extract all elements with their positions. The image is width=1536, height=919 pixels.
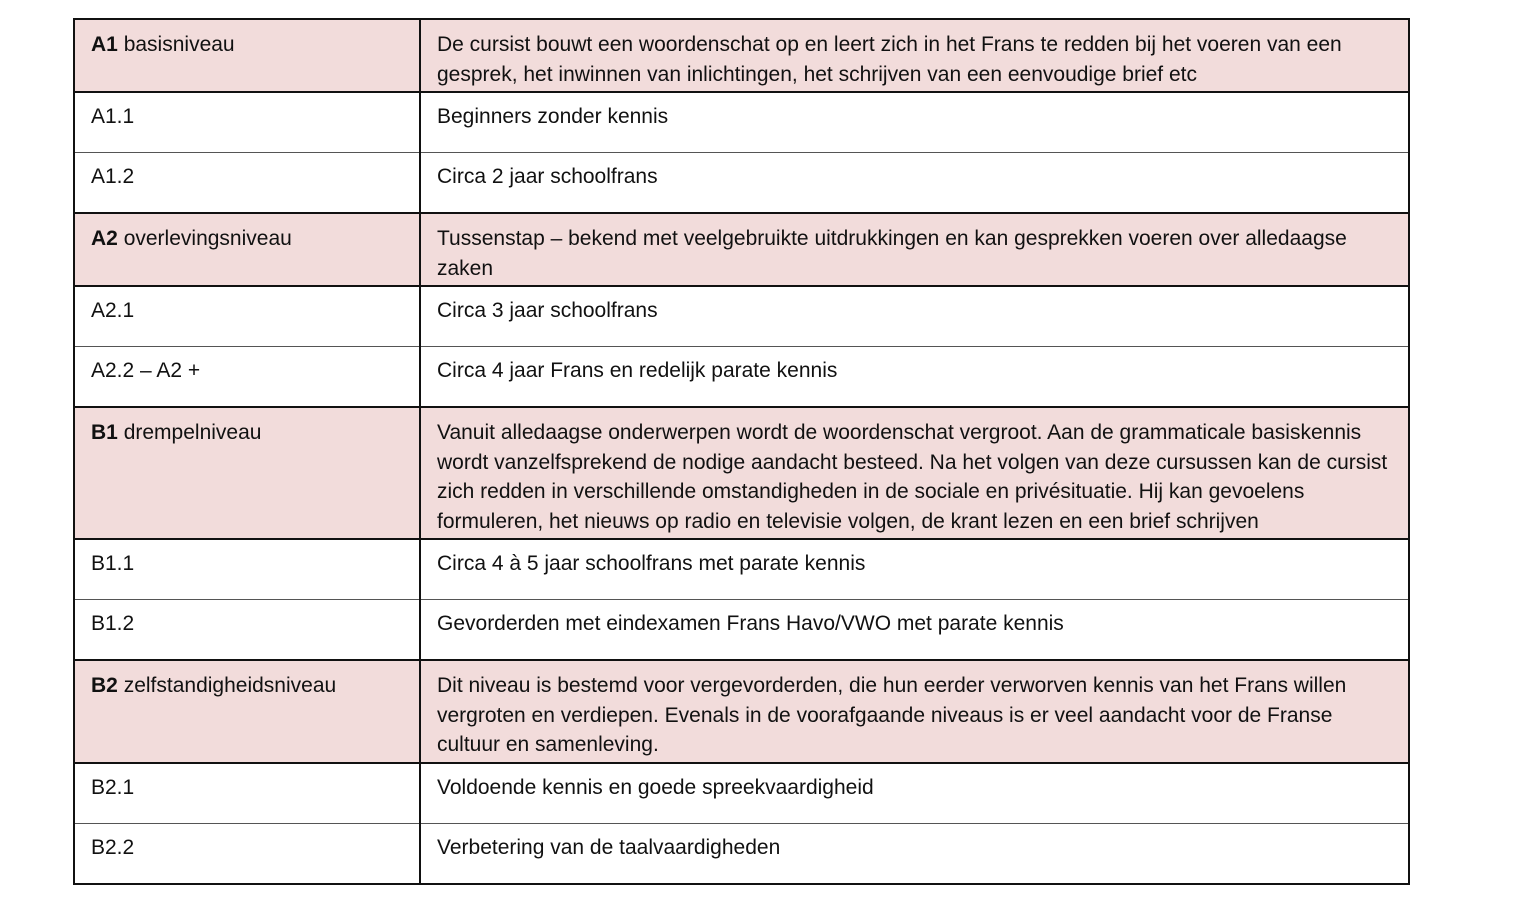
sublevel-description: Circa 4 jaar Frans en redelijk parate kennis — [420, 347, 1409, 408]
level-row-b1 — [74, 407, 1409, 539]
sublevel-label: A1.2 — [74, 153, 420, 214]
level-label-cell — [74, 660, 420, 763]
sublevel-row-a2-2 — [74, 347, 1409, 408]
sublevel-row-b2-1 — [74, 763, 1409, 824]
level-code: B2 — [91, 674, 118, 697]
level-description: Vanuit alledaagse onderwerpen wordt de woordenschat vergroot. Aan de grammaticale basiskennis wordt vanzelfsprekend de nodige aandacht besteed. Na het volgen van deze cursussen kan de cursist zich redden in verschillende omstandigheden in de sociale en privésituatie. Hij kan gevoelens formuleren, het nieuws op radio en televisie volgen, de krant lezen en een brief schrijven — [420, 407, 1409, 539]
level-code: A1 — [91, 33, 118, 56]
level-name: drempelniveau — [123, 421, 262, 444]
sublevel-description: Voldoende kennis en goede spreekvaardigheid — [420, 763, 1409, 824]
level-name: basisniveau — [123, 33, 235, 56]
level-name: zelfstandigheidsniveau — [123, 674, 337, 697]
sublevel-label: A1.1 — [74, 92, 420, 153]
level-row-a1 — [74, 19, 1409, 92]
level-description: De cursist bouwt een woordenschat op en leert zich in het Frans te redden bij het voeren van een gesprek, het inwinnen van inlichtingen, het schrijven van een eenvoudige brief etc — [420, 19, 1409, 92]
sublevel-row-a1-1 — [74, 92, 1409, 153]
sublevel-row-b1-2 — [74, 600, 1409, 661]
level-label-cell — [74, 19, 420, 92]
sublevel-description: Circa 3 jaar schoolfrans — [420, 286, 1409, 347]
sublevel-description: Beginners zonder kennis — [420, 92, 1409, 153]
sublevel-description: Circa 4 à 5 jaar schoolfrans met parate kennis — [420, 539, 1409, 600]
level-label-cell — [74, 407, 420, 539]
sublevel-label: B2.1 — [74, 763, 420, 824]
language-level-table — [73, 18, 1410, 885]
level-code: B1 — [91, 421, 118, 444]
level-row-b2 — [74, 660, 1409, 763]
sublevel-label: A2.1 — [74, 286, 420, 347]
sublevel-row-b1-1 — [74, 539, 1409, 600]
level-description: Tussenstap – bekend met veelgebruikte uitdrukkingen en kan gesprekken voeren over alledaagse zaken — [420, 213, 1409, 286]
sublevel-description: Gevorderden met eindexamen Frans Havo/VWO met parate kennis — [420, 600, 1409, 661]
sublevel-label: B2.2 — [74, 823, 420, 884]
sublevel-label: A2.2 – A2 + — [74, 347, 420, 408]
sublevel-description: Verbetering van de taalvaardigheden — [420, 823, 1409, 884]
sublevel-label: B1.2 — [74, 600, 420, 661]
sublevel-label: B1.1 — [74, 539, 420, 600]
sublevel-row-b2-2 — [74, 823, 1409, 884]
sublevel-description: Circa 2 jaar schoolfrans — [420, 153, 1409, 214]
level-label-cell — [74, 213, 420, 286]
sublevel-row-a1-2 — [74, 153, 1409, 214]
level-code: A2 — [91, 227, 118, 250]
level-name: overlevingsniveau — [123, 227, 292, 250]
level-description: Dit niveau is bestemd voor vergevorderden, die hun eerder verworven kennis van het Frans willen vergroten en verdiepen. Evenals in de voorafgaande niveaus is er veel aandacht voor de Franse cultuur en samenleving. — [420, 660, 1409, 763]
sublevel-row-a2-1 — [74, 286, 1409, 347]
level-row-a2 — [74, 213, 1409, 286]
